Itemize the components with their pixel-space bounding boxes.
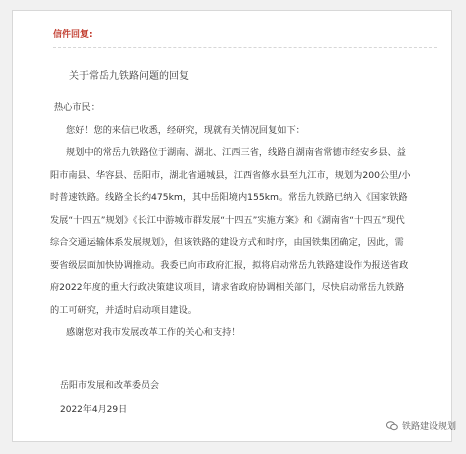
paragraph-main: 规划中的常岳九铁路位于湖南、湖北、江西三省，线路自湖南省常德市经安乡县、益阳市南县、华容县、岳阳市，湖北省通城县，江西省修水县至九江市，规划为200公里/小时普速铁路。线路全长约475km，其中岳阳境内155km。常岳九铁路已纳入《国家铁路发展“十四五”规划》《长江中游城市群发展“十四五”实施方案》和《湖南省“十四五”现代综合交通运输体系发展规划》，但该铁路的建设方式和时序，由国铁集团确定，因此，需要省级层面加快协调推动。我委已向市政府汇报，拟将启动常岳九铁路建设作为报送省政府2022年度的重大行政决策建议项目，请求省政府协调相关部门，尽快启动常岳九铁路的工可研究，并适时启动项目建设。 (50, 147, 411, 316)
letter-body (50, 97, 412, 345)
greeting: 热心市民： (54, 102, 100, 113)
reply-header-label: 信件回复: (53, 30, 93, 40)
paragraph-intro: 您好！您的来信已收悉，经研究，现就有关情况回复如下： (66, 124, 305, 136)
watermark (386, 419, 456, 432)
paragraph-thanks: 感谢您对我市发展改革工作的关心和支持！ (66, 327, 241, 338)
watermark-text: 铁路建设规划 (401, 422, 456, 432)
wechat-icon (386, 421, 398, 431)
header-divider (53, 47, 437, 48)
signature-organization: 岳阳市发展和改革委员会 (60, 381, 160, 391)
document-title: 关于常岳九铁路问题的回复 (69, 71, 189, 82)
signature-date: 2022年4月29日 (60, 405, 128, 415)
